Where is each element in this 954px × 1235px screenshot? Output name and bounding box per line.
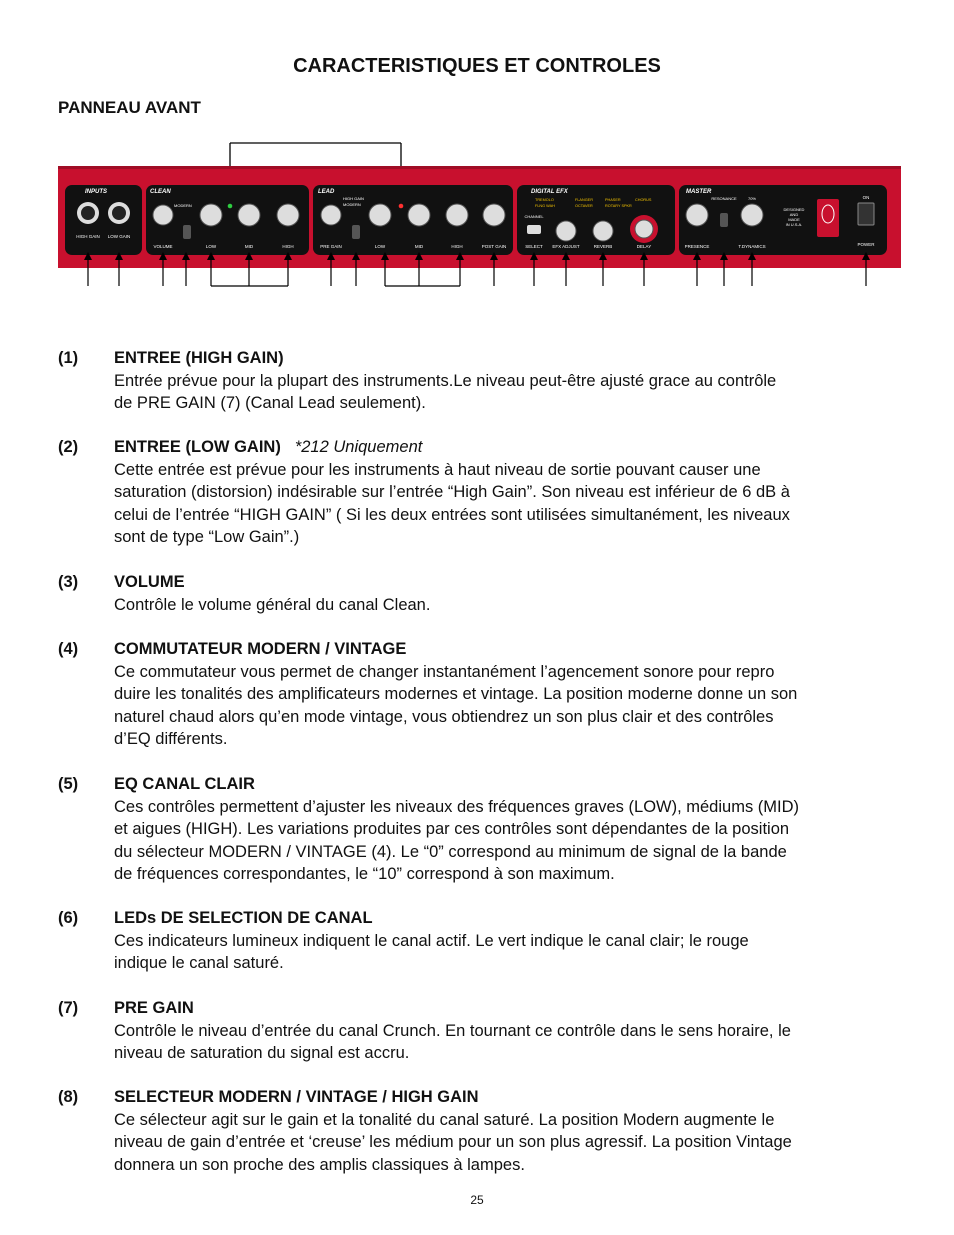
item-number: (2) [58,438,79,456]
item-line: sont de type “Low Gain”.) [114,528,300,546]
item-line: et aigues (HIGH). Les variations produites par ces contrôles sont dépendantes de la position [114,820,790,838]
item-line: Cette entrée est prévue pour les instruments à haut niveau de sortie pouvant causer une [114,460,761,479]
item-note: *212 Uniquement [294,438,423,456]
item-heading: PRE GAIN [114,999,194,1017]
item-6 [58,907,903,975]
efx-channel-label: CHANNEL [524,214,544,219]
knob-lead-high-icon [446,204,468,226]
item-3 [58,571,903,616]
efx-item: OCTAVER [575,204,593,208]
lead-switch2-label: MODERN [343,202,361,207]
item-line: Ce commutateur vous permet de changer instantanément l’agencement sonore pour repro [114,662,775,681]
jack2-label: LOW GAIN [107,234,131,239]
knob-clean-low-icon [200,204,222,226]
page-title: CARACTERISTIQUES ET CONTROLES [293,55,661,77]
efx-item: FLANGER [575,198,593,202]
lead-label: LEAD [318,189,335,195]
resonance-label: RESONANCE [711,196,737,201]
item-line: Ce sélecteur agit sur le gain et la tonalité du canal saturé. La position Modern augmente le [114,1110,775,1129]
item-heading: ENTREE (HIGH GAIN) [114,349,284,367]
power-label: POWER [857,242,875,247]
item-heading: ENTREE (LOW GAIN) [114,438,281,456]
section-subtitle: PANNEAU AVANT [58,98,201,117]
clean-knob-label: LOW [205,244,217,249]
item-1 [58,347,903,415]
made-in-usa-text: MADE [788,217,800,222]
clean-label: CLEAN [150,189,171,195]
item-2 [58,436,903,549]
efx-knob-label: DELAY [636,244,652,249]
clean-knob-label: HIGH [282,244,294,249]
dfx-label: DIGITAL EFX [531,189,568,195]
item-7 [58,997,903,1065]
item-line: niveau de gain d’entrée et ‘creuse’ les médium pour un son plus agressif. La position Vintage [114,1133,792,1151]
item-number: (4) [58,640,79,658]
boost-label: 70% [747,196,757,201]
made-in-usa-text: DESIGNED [783,207,805,212]
lead-mode-switch-icon [352,225,360,239]
item-line: de fréquences correspondantes, le “10” correspond à son maximum. [114,865,615,883]
efx-item: FLNG WAH [535,204,555,208]
item-number: (7) [58,999,79,1017]
clean-modern-switch-icon [183,225,191,239]
item-5 [58,773,903,886]
item-heading: VOLUME [114,573,185,591]
made-in-usa-text: IN U.S.A. [785,222,803,227]
item-heading: EQ CANAL CLAIR [114,775,255,793]
page-number: 25 [470,1193,484,1207]
lead-switch1-label: HIGH GAIN [343,196,364,201]
item-line: Contrôle le niveau d’entrée du canal Crunch. En tournant ce contrôle dans le sens horaire, le [114,1021,791,1040]
inputs-section [65,185,142,255]
item-line: Ces indicateurs lumineux indiquent le canal actif. Le vert indique le canal clair; le rouge [114,931,749,950]
knob-lead-low-icon [369,204,391,226]
knob-clean-mid-icon [238,204,260,226]
item-line: niveau de saturation du signal est accru. [114,1044,410,1062]
item-line: donnera un son proche des amplis classiques à lampes. [114,1155,525,1174]
item-heading: SELECTEUR MODERN / VINTAGE / HIGH GAIN [114,1088,479,1106]
knob-reverb-icon [593,221,613,241]
knob-lead-mid-icon [408,204,430,226]
clean-knob-label: MID [244,244,254,249]
resonance-switch-icon [720,213,728,227]
front-panel-diagram [0,140,954,300]
efx-select-label: SELECT [525,244,543,249]
item-line: du sélecteur MODERN / VINTAGE (4). Le “0” correspond au minimum de signal de la bande [114,842,787,861]
lead-knob-label: PRE GAIN [320,244,342,249]
knob-tdynamics-icon [741,204,763,226]
master-knob-label: T.DYNAMICS [738,244,766,249]
item-number: (1) [58,349,79,367]
master-knob-label: PRESENCE [684,244,710,249]
lead-knob-label: HIGH [451,244,463,249]
item-number: (3) [58,573,79,591]
lead-knob-label: MID [414,244,424,249]
item-heading: COMMUTATEUR MODERN / VINTAGE [114,640,407,658]
input-jack-low-icon [108,202,130,224]
clean-switch-label: MODERN [174,203,192,208]
jack1-label: HIGH GAIN [76,234,100,239]
item-line: de PRE GAIN (7) (Canal Lead seulement). [114,394,426,412]
clean-knob-label: VOLUME [153,244,173,249]
efx-item: TREMOLO [535,198,554,202]
item-line: saturation (distorsion) indésirable sur l’entrée “High Gain”. Son niveau est inférieur de 6 dB à [114,483,790,501]
efx-item: ROTARY SPKR [605,204,632,208]
knob-volume-icon [153,205,173,225]
item-line: naturel chaud alors qu’en mode vintage, vous obtiendrez un son plus clair et des contrôles [114,707,774,726]
knob-pregain-icon [321,205,341,225]
inputs-label: INPUTS [85,189,108,195]
item-line: d’EQ différents. [114,730,228,748]
efx-item: PHASER [605,198,621,202]
item-number: (8) [58,1088,79,1106]
lead-knob-label: POST GAIN [481,244,507,249]
item-line: Entrée prévue pour la plupart des instruments.Le niveau peut-être ajusté grace au contrôle [114,371,777,390]
item-line: celui de l’entrée “HIGH GAIN” ( Si les deux entrées sont utilisées simultanément, les niveaux [114,505,790,524]
input-jack-high-icon [77,202,99,224]
item-line: Ces contrôles permettent d’ajuster les niveaux des fréquences graves (LOW), médiums (MID) [114,797,800,816]
item-number: (5) [58,775,79,793]
master-label: MASTER [686,189,712,195]
power-on-label: ON [862,195,870,200]
item-line: indique le canal saturé. [114,954,284,972]
knob-postgain-icon [483,204,505,226]
made-in-usa-text: AND [789,212,799,217]
efx-select-button[interactable] [527,225,541,234]
led-green-icon [228,204,233,209]
item-line: duire les tonalités des amplificateurs modernes et vintage. La position moderne donne un son [114,685,798,703]
item-line: Contrôle le volume général du canal Clean. [114,595,431,614]
efx-item: CHORUS [635,198,652,202]
knob-delay-icon [635,220,653,238]
knob-clean-high-icon [277,204,299,226]
efx-knob-label: REVERB [593,244,613,249]
led-red-icon [399,204,404,209]
item-4 [58,638,903,751]
lead-knob-label: LOW [374,244,386,249]
power-switch[interactable] [858,203,874,225]
efx-knob-label: EFX ADJUST [552,244,580,249]
knob-presence-icon [686,204,708,226]
item-number: (6) [58,909,79,927]
item-heading: LEDs DE SELECTION DE CANAL [114,909,373,927]
knob-efx-adjust-icon [556,221,576,241]
item-8 [58,1086,903,1176]
